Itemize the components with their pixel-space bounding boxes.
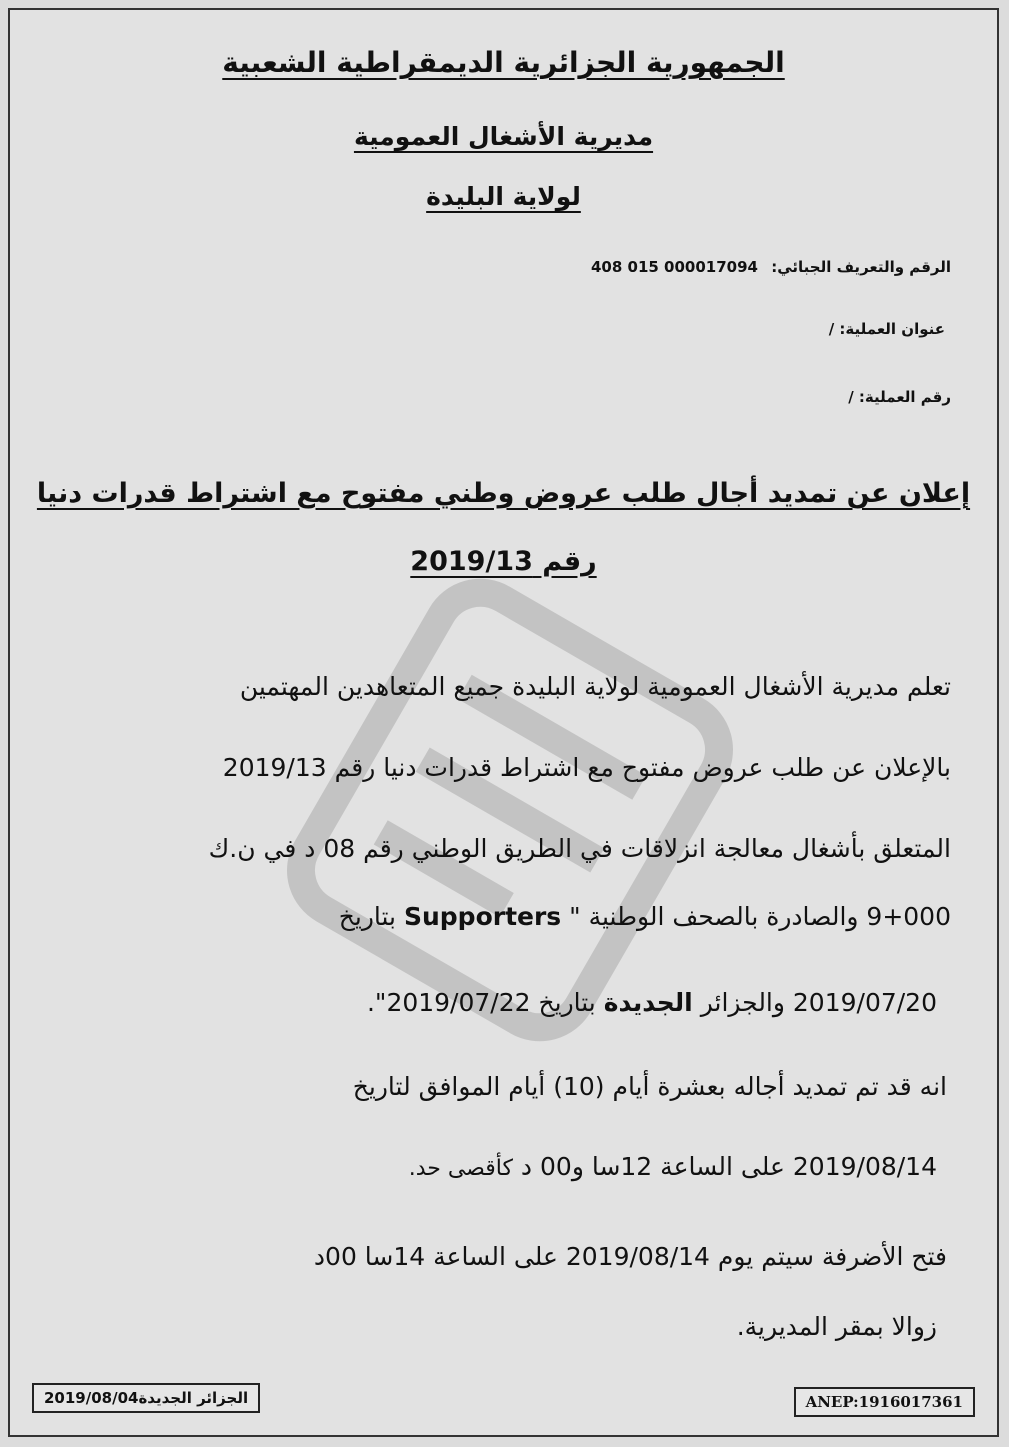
announcement-title: إعلان عن تمديد أجال طلب عروض وطني مفتوح مع اشتراط قدرات دنيا	[36, 478, 971, 509]
announcement-page	[8, 8, 999, 1437]
newspaper-name-jadida: الجديدة	[603, 988, 693, 1017]
announcement-number: رقم 2019/13	[410, 546, 597, 577]
tax-id-value: 408 015 000017094	[590, 258, 758, 276]
newspaper-footer: الجزائر الجديدة2019/08/04	[32, 1383, 260, 1413]
tax-id-line	[591, 258, 951, 276]
body-line-9: زوالا بمقر المديرية.	[736, 1312, 937, 1341]
body-line-7: 2019/08/14 على الساعة 12سا و00 د كأقصى حد.	[408, 1152, 937, 1181]
anep-reference: ANEP:1916017361	[794, 1387, 975, 1417]
body-line-5: 2019/07/20 والجزائر الجديدة بتاريخ 2019/07/22".	[366, 988, 937, 1017]
directorate-heading: مديرية الأشغال العمومية	[353, 122, 654, 151]
tax-id-label: الرقم والتعريف الجبائي:	[771, 258, 951, 276]
body-line-1: تعلم مديرية الأشغال العمومية لولاية البليدة جميع المتعاهدين المهتمين	[239, 672, 951, 701]
body-line-3: المتعلق بأشغال معالجة انزلاقات في الطريق الوطني رقم 08 د في ن.ك	[208, 834, 951, 863]
newspaper-name-supporters: Supporters	[403, 902, 562, 931]
republic-heading: الجمهورية الجزائرية الديمقراطية الشعبية	[222, 46, 785, 79]
wilaya-heading: لولاية البليدة	[426, 182, 581, 211]
body-line-8: فتح الأضرفة سيتم يوم 2019/08/14 على الساعة 14سا 00د	[313, 1242, 947, 1271]
body-line-6: انه قد تم تمديد أجاله بعشرة أيام (10) أيام الموافق لتاريخ	[352, 1072, 947, 1101]
operation-address: عنوان العملية: /	[828, 320, 945, 338]
body-line-2: بالإعلان عن طلب عروض مفتوح مع اشتراط قدرات دنيا رقم 2019/13	[222, 753, 951, 782]
operation-number: رقم العملية: /	[848, 388, 951, 406]
body-line-4: 9+000 والصادرة بالصحف الوطنية " Supporters بتاريخ	[338, 902, 951, 931]
